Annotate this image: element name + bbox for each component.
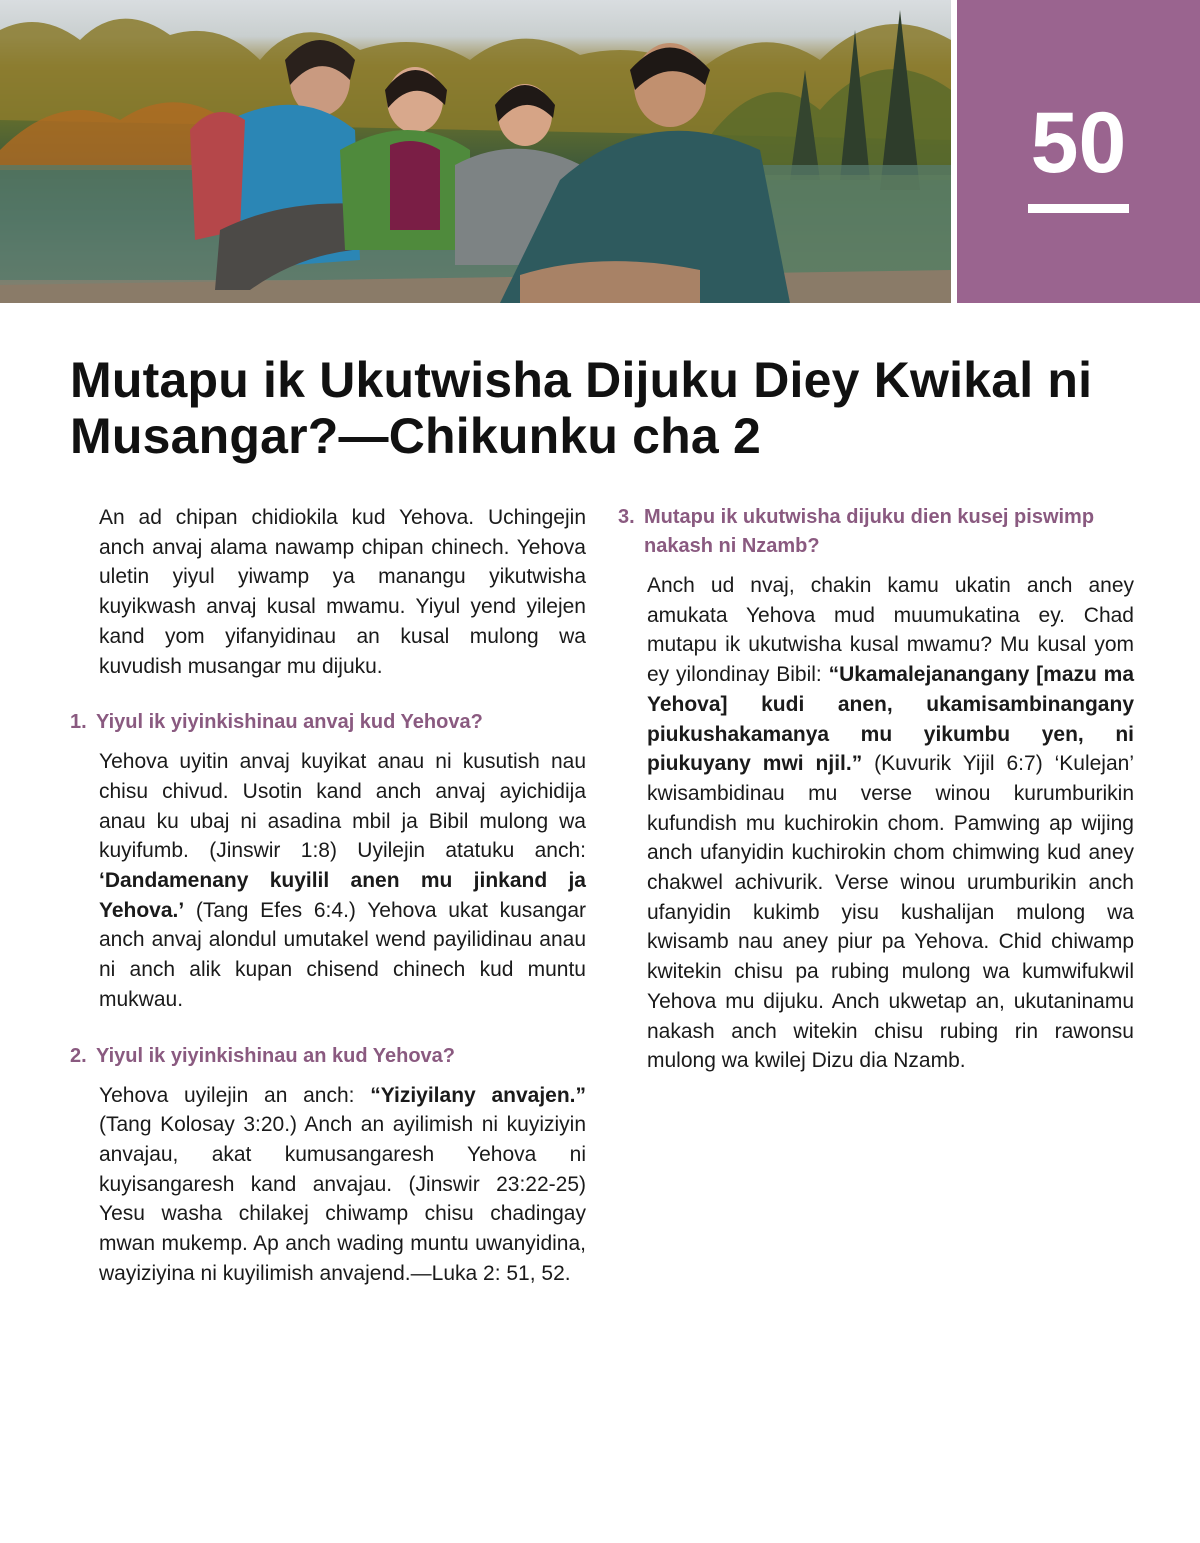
answer-text: (Tang Efes 6:4.) Yehova ukat kusangar anch anvaj alondul umutakel wend payilidinau anau ni anch alik kupan chisend chinech kud muntu mukwau. [99, 898, 586, 1011]
lesson-number: 50 [1030, 95, 1127, 191]
answer-text: Yehova uyitin anvaj kuyikat anau ni kusutish nau chisu chivud. Usotin kand anch anvaj ayichidija anau ku ubaj ni asadina mbil ja Bibil mulong wa kuyifumb. (Jinswir 1:8) Uyilejin atatuku anch: [99, 750, 586, 863]
answer-1-paragraph [70, 747, 586, 1014]
question-3 [618, 503, 1134, 561]
answer-text: Yehova uyilejin an anch: [99, 1083, 371, 1107]
answer-3-paragraph [618, 571, 1134, 1076]
left-column [70, 503, 586, 1288]
right-column [618, 503, 1134, 1076]
hero-photo [0, 0, 951, 303]
answer-text: (Kuvurik Yijil 6:7) ‘Kulejan’ kwisambidinau mu verse winou kurumburikin kufundish mu kuchirokin chom. Pamwing ap wijing anch ufanyidin kuchirokin chom chimwing kud aney chakwel achivurik. Verse winou urumburikin anch ufanyidin kukimb yisu kushalijan mulong wa kwisamb nau aney piur pa Yehova. Chid chiwamp kwitekin chisu pa rubing mulong wa kumwifukwil Yehova mu dijuku. Anch ukwetap an, ukutaninamu nakash anch witekin chisu rubing rin rawonsu mulong wa kwilej Dizu dia Nzamb. [647, 752, 1134, 1073]
scripture-quote: “Yiziyilany anvajen.” [370, 1083, 586, 1107]
lesson-number-underline [1028, 204, 1129, 213]
question-text: Yiyul ik yiyinkishinau an kud Yehova? [96, 1044, 456, 1067]
answer-text: Anch ud nvaj, chakin kamu ukatin anch aney amukata Yehova mud muumukatina ey. Chad mutapu ik ukutwisha kusal mwamu? Mu kusal yom ey yilondinay Bibil: [647, 574, 1134, 687]
lesson-number-panel [957, 0, 1200, 303]
answer-2-paragraph [70, 1081, 586, 1289]
family-lakeside-illustration [0, 0, 951, 303]
question-number: 3. [618, 506, 635, 528]
page-title: Mutapu ik Ukutwisha Dijuku Diey Kwikal ni Musangar?—Chikunku cha 2 [70, 352, 1093, 464]
answer-text: (Tang Kolosay 3:20.) Anch an ayilimish ni kuyiziyin anvajau, akat kumusangaresh Yehova ni kuyisangaresh kand anvajau. (Jinswir 23:22-25) Yesu washa chilakej chiwamp chisu chadingay mwan mukemp. Ap anch wading muntu uwanyidina, wayiziyina ni kuyilimish anvajend.—Luka 2: 51, 52. [99, 1113, 586, 1285]
question-number: 2. [70, 1044, 87, 1067]
question-1 [70, 708, 586, 737]
scripture-quote: ‘Dandamenany kuyilil anen mu jinkand ja Yehova.’ [99, 869, 586, 922]
scripture-quote: “Ukamalejanangany [mazu ma Yehova] kudi anen, ukamisambinangany piukushakamanya mu yikumbu yen, ni piukuyany mwi njil.” [647, 663, 1135, 776]
question-text: Mutapu ik ukutwisha dijuku dien kusej piswimp nakash ni Nzamb? [644, 506, 1095, 557]
question-number: 1. [70, 711, 87, 734]
intro-paragraph: An ad chipan chidiokila kud Yehova. Uchingejin anch anvaj alama nawamp chipan chinech. Yehova uletin yiyul yiwamp ya manangu yikutwisha kuyikwash anvaj kusal mwamu. Yiyul yend yilejen kand yom yifanyidinau an kusal mulong wa kuvudish musangar mu dijuku. [99, 506, 586, 678]
question-text: Yiyul ik yiyinkishinau anvaj kud Yehova? [96, 711, 483, 734]
question-2 [70, 1042, 586, 1071]
